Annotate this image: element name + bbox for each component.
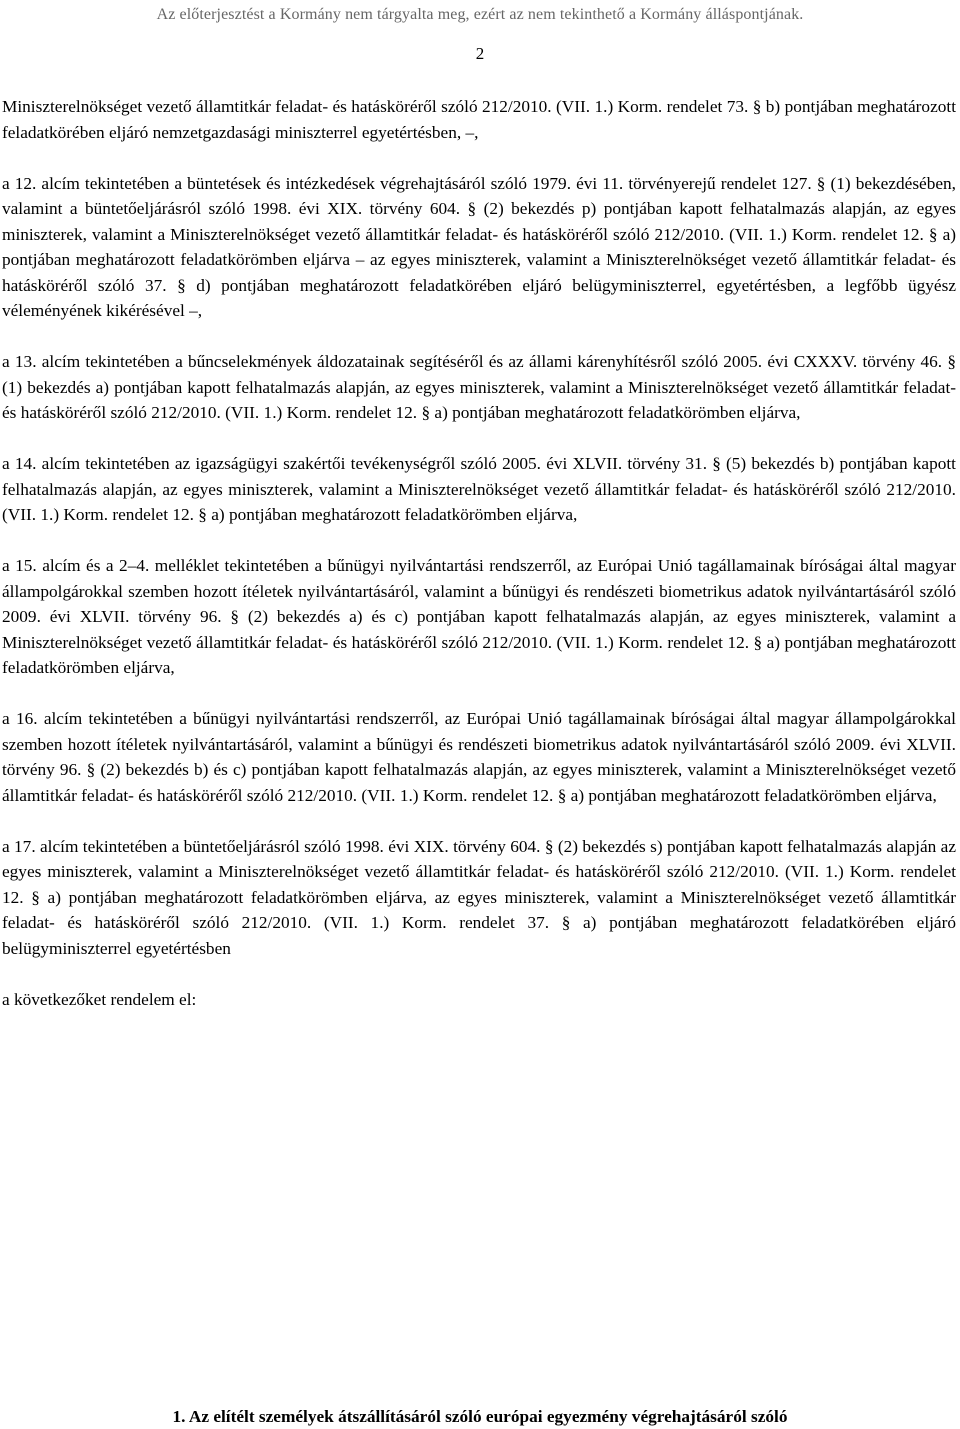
document-body — [2, 94, 956, 1038]
paragraph-section-15: a 15. alcím és a 2–4. melléklet tekintetében a bűnügyi nyilvántartási rendszerről, az Európai Unió tagállamainak bíróságai által magyar állampolgárokkal szemben hozott ítéletek nyilvántartásáról, valamint a bűnügyi és rendészeti biometrikus adatok nyilvántartásáról szóló 2009. évi XLVII. törvény 96. § (2) bekezdés a) és c) pontjában kapott felhatalmazás alapján, az egyes miniszterek, valamint a Miniszterelnökséget vezető államtitkár feladat- és hatásköréről szóló 212/2010. (VII. 1.) Korm. rendelet 12. § a) pontjában meghatározott feladatkörömben eljárva, — [2, 556, 956, 677]
draft-disclaimer-header: Az előterjesztést a Kormány nem tárgyalta meg, ezért az nem tekinthető a Kormány álláspontjának. — [156, 6, 804, 23]
page-number: 2 — [475, 44, 485, 63]
paragraph-intro-continuation: Miniszterelnökséget vezető államtitkár feladat- és hatásköréről szóló 212/2010. (VII. 1.) Korm. rendelet 73. § b) pontjában meghatározott feladatkörében eljáró nemzetgazdasági miniszterrel egyetértésben, –, — [2, 97, 956, 142]
enacting-clause: a következőket rendelem el: — [2, 989, 197, 1009]
paragraph-section-13: a 13. alcím tekintetében a bűncselekmények áldozatainak segítéséről és az állami kárenyhítésről szóló 2005. évi CXXXV. törvény 46. § (1) bekezdés a) pontjában kapott felhatalmazás alapján, az egyes miniszterek, valamint a Miniszterelnökséget vezető államtitkár feladat- és hatásköréről szóló 212/2010. (VII. 1.) Korm. rendelet 12. § a) pontjában meghatározott feladatkörömben eljárva, — [2, 352, 956, 422]
paragraph-section-14: a 14. alcím tekintetében az igazságügyi szakértői tevékenységről szóló 2005. évi XLVII. törvény 31. § (5) bekezdés b) pontjában kapott felhatalmazás alapján, az egyes miniszterek, valamint a Miniszterelnökséget vezető államtitkár feladat- és hatásköréről szóló 212/2010. (VII. 1.) Korm. rendelet 12. § a) pontjában meghatározott feladatkörömben eljárva, — [2, 454, 956, 524]
paragraph-section-12: a 12. alcím tekintetében a büntetések és intézkedések végrehajtásáról szóló 1979. évi 11. törvényerejű rendelet 127. § (1) bekezdésében, valamint a büntetőeljárásról szóló 1998. évi XIX. törvény 604. § (2) bekezdés p) pontjában kapott felhatalmazás alapján, az egyes miniszterek, valamint a Miniszterelnökséget vezető államtitkár feladat- és hatásköréről szóló 212/2010. (VII. 1.) Korm. rendelet 12. § a) pontjában meghatározott feladatkörömben eljárva – az egyes miniszterek, valamint a Miniszterelnökséget vezető államtitkár feladat- és hatásköréről szóló 37. § d) pontjában meghatározott feladatkörében eljáró belügyminiszterrel, egyetértésben, a legfőbb ügyész véleményének kikérésével –, — [2, 173, 956, 320]
paragraph-section-17: a 17. alcím tekintetében a büntetőeljárásról szóló 1998. évi XIX. törvény 604. § (2) bekezdés s) pontjában kapott felhatalmazás alapján az egyes miniszterek, valamint a Miniszterelnökséget vezető államtitkár feladat- és hatásköréről szóló 212/2010. (VII. 1.) Korm. rendelet 12. § a) pontjában meghatározott feladatkörömben eljárva, az egyes miniszterek, valamint a Miniszterelnökséget vezető államtitkár feladat- és hatásköréről szóló 212/2010. (VII. 1.) Korm. rendelet 37. § a) pontjában meghatározott feladatkörében eljáró belügyminiszterrel egyetértésben — [2, 836, 956, 958]
section-heading: 1. Az elítélt személyek átszállításáról szóló európai egyezmény végrehajtásáról szóló — [172, 1407, 788, 1426]
paragraph-section-16: a 16. alcím tekintetében a bűnügyi nyilvántartási rendszerről, az Európai Unió tagállamainak bíróságai által magyar állampolgárokkal szemben hozott ítéletek nyilvántartásáról, valamint a bűnügyi és rendészeti biometrikus adatok nyilvántartásáról szóló 2009. évi XLVII. törvény 96. § (2) bekezdés b) és c) pontjában kapott felhatalmazás alapján, az egyes miniszterek, valamint a Miniszterelnökséget vezető államtitkár feladat- és hatásköréről szóló 212/2010. (VII. 1.) Korm. rendelet 12. § a) pontjában meghatározott feladatkörömben eljárva, — [2, 709, 956, 805]
